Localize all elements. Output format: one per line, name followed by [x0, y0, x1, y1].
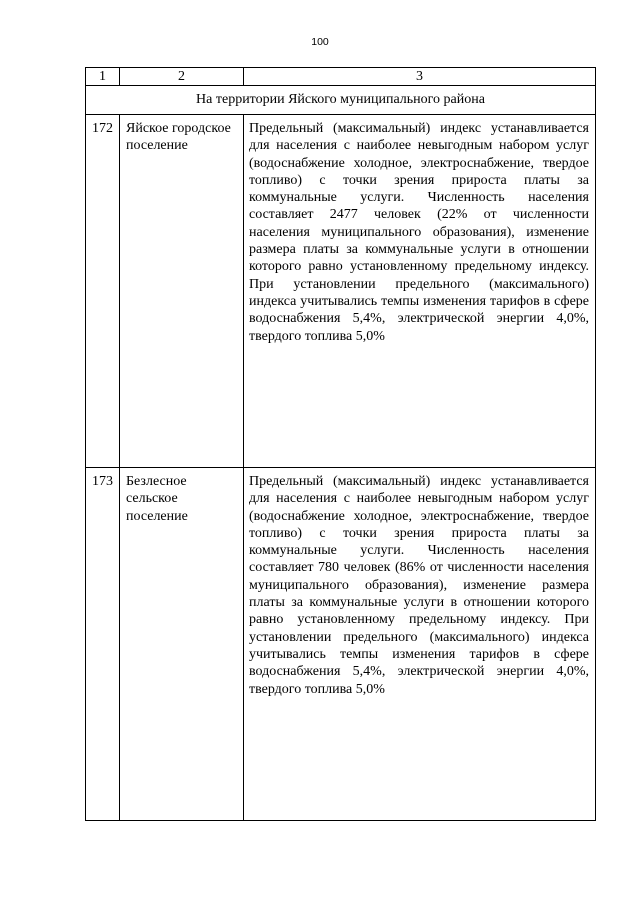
index-description: Предельный (максимальный) индекс устанавливается для населения с наиболее невыгодным набором услуг (водоснабжение холодное, электроснабжение, твердое топливо) с точки зрения прироста платы за коммунальные услуги. Численность населения составляет 2477 человек (22% от численности населения муниципального образования), изменение размера платы за коммунальные услуги в отношении которого равно установленному предельному индексу. При установлении предельного (максимального) индекса учитывались темпы изменения тарифов в сфере водоснабжения 5,4%, электрической энергии 4,0%, твердого топлива 5,0%	[244, 115, 596, 468]
settlement-name: Безлесное сельское поселение	[120, 468, 244, 821]
tariff-index-table	[85, 67, 596, 821]
table-header-row	[86, 68, 596, 86]
index-description: Предельный (максимальный) индекс устанавливается для населения с наиболее невыгодным набором услуг (водоснабжение холодное, электроснабжение, твердое топливо) с точки зрения прироста платы за коммунальные услуги. Численность населения составляет 780 человек (86% от численности населения муниципального образования), изменение размера платы за коммунальные услуги в отношении которого равно установленному предельному индексу. При установлении предельного (максимального) индекса учитывались темпы изменения тарифов в сфере водоснабжения 5,4%, электрической энергии 4,0%, твердого топлива 5,0%	[244, 468, 596, 821]
row-number: 173	[86, 468, 120, 821]
table-row	[86, 115, 596, 468]
column-header-1: 1	[86, 68, 120, 86]
row-number: 172	[86, 115, 120, 468]
column-header-3: 3	[244, 68, 596, 86]
table-row	[86, 468, 596, 821]
page-number: 100	[311, 36, 329, 48]
settlement-name: Яйское городское поселение	[120, 115, 244, 468]
column-header-2: 2	[120, 68, 244, 86]
section-title: На территории Яйского муниципального района	[86, 86, 596, 115]
section-title-row	[86, 86, 596, 115]
